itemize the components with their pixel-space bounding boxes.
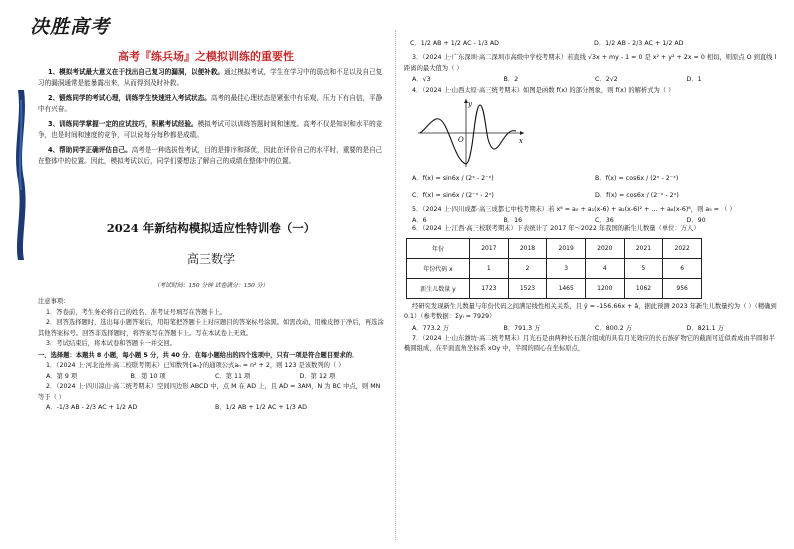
y-label: y — [468, 99, 472, 108]
exam-info: （考试时间：150 分钟 试卷满分：150 分） — [153, 283, 269, 289]
question-4-options-cd: C．f(x) = sin6x / (2⁻ˣ - 2ˣ) D．f(x) = cos6x / (2⁻ˣ - 2ˣ) — [412, 191, 679, 199]
question-6-options: A．773.2 万 B．791.3 万 C．800.2 万 D．821.1 万 — [412, 324, 724, 332]
subject-title: 高三数学 — [186, 252, 235, 266]
function-graph — [418, 97, 528, 169]
question-6-text: 经研究发现新生儿数量与年份代码之间满足线性相关关系，且 ŷ = -156.66x + â，据此预测 2023 年新生儿数量约为（ ）（精确到 0.1）（参考数据：Σyᵢ = 7929） — [404, 302, 777, 320]
question-4: 4．（2024 上·山西太原·高三统考期末）如图是函数 f(x) 的部分图象，则 f(x) 的解析式为（ ） — [412, 87, 675, 94]
question-3: 3．（2024 上·广东深圳·高二深圳市高级中学校考期末）若直线 √3x + my - 1 = 0 是 x² + y² + 2x = 0 相切，则原点 O 到直线 l 距离的最大值为（ ） — [404, 54, 777, 72]
question-5: 5．（2024 上·四川成都·高三成都七中校考期末）若 x⁶ = a₀ + a₁(x-6) + a₂(x-6)² + … + a₆(x-6)⁶，则 a₅ = （ ） — [412, 205, 736, 213]
notes-section — [38, 297, 384, 414]
x-label: x — [519, 136, 523, 145]
question-4-options-ab: A．f(x) = sin6x / (2ˣ - 2⁻ˣ) B．f(x) = cos6x / (2ˣ - 2⁻ˣ) — [412, 174, 679, 182]
intro-paragraph: 3、训练同学掌握一定的应试技巧，积累考试经验。模拟考试可以训练答题时间和速度。高考不仅是知识和水平的竞争，也是时间和速度的竞争，可以说每分每秒都是成绩。 — [38, 120, 383, 139]
question-2-options-cd: C．1/2 AB + 1/2 AC - 1/3 AD D．1/2 AB - 2/3 AC + 1/2 AD — [410, 40, 684, 47]
table-row: 新生儿数量 y 1723 1523 1465 1200 1062 956 — [407, 278, 702, 298]
column-divider — [395, 30, 396, 540]
logo-text: 决胜高考 — [30, 16, 111, 38]
note-item: 3．考试结束后，将本试卷和答题卡一并交回。 — [46, 340, 176, 347]
question-5-options: A．6 B．16 C．36 D．90 — [412, 217, 706, 224]
question-3-options: A．√3 B．2 C．2√2 D．1 — [412, 76, 702, 83]
birth-data-table — [406, 238, 702, 299]
x-arrow-icon — [520, 131, 524, 135]
headline: 高考『练兵场』之模拟训练的重要性 — [118, 50, 294, 63]
question-2: 2．（2024 上·四川凉山·高二统考期末）空间四边形 ABCD 中，点 M 在 AD 上，且 AD = 3AM，N 为 BC 中点，则 MN 等于（ ） — [38, 383, 381, 401]
question-1-options: A．第 9 项 B．第 10 项 C．第 11 项 D．第 12 项 — [46, 372, 336, 380]
question-1: 1．（2024 上·河北沧州·高二校联考期末）已知数列{aₙ}的通项公式aₙ = n² + 2，则 123 是该数列的（ ） — [46, 362, 345, 369]
table-row: 年份 2017 2018 2019 2020 2021 2022 — [407, 238, 702, 258]
intro-paragraph: 1、模拟考试最大意义在于找出自己复习的漏洞，以便补救。通过模拟考试，学生在学习中的弱点和不足以及自己复习的漏洞通常是能暴露出来，从而得到及时补救。 — [38, 68, 383, 87]
section-heading: 一、选择题：本题共 8 小题，每小题 5 分，共 40 分．在每小题给出的四个选项中，只有一项是符合题目要求的． — [38, 351, 359, 359]
intro-paragraph: 4、帮助同学正确评估自己。高考是一种选拔性考试，目的是排序和择优，因此在评价自己的水平时，重要的是自己在整体中的位置。因此，模拟考试以后，同学们要想法了解自己的成绩在整体中的位置。 — [38, 146, 383, 165]
intro-text — [38, 67, 384, 171]
right-column — [404, 38, 778, 355]
notes-title: 注意事项： — [38, 298, 70, 305]
origin-label: O — [458, 135, 464, 144]
ribbon-decoration-icon — [13, 90, 29, 260]
note-item: 2．回答选择题时，选出每小题答案后，用铅笔把答题卡上对应题目的答案标号涂黑。如需改动，用橡皮擦干净后，再选涂其他答案标号。回答非选择题时，将答案写在答题卡上。写在本试卷上无效。 — [38, 319, 384, 337]
table-row: 年份代码 x 1 2 3 4 5 6 — [407, 258, 702, 278]
function-curve — [420, 105, 516, 164]
question-6: 6．（2024 上·江西·高三校联考期末）下表统计了 2017 年～2022 年我国的新生儿数量（单位：万人） — [412, 225, 700, 232]
note-item: 1．答卷前，考生务必将自己的姓名、准考证号填写在答题卡上。 — [46, 308, 227, 316]
paper-title: 2024 年新结构模拟适应性特训卷（一） — [106, 221, 316, 235]
intro-paragraph: 2、锻炼同学的考试心理，训练学生快速进入考试状态。高考的最佳心理状态是紧张中有乐观，压力下有自信，平静中有兴奋。 — [38, 94, 383, 113]
question-7: 7．（2024 上·山东潍坊·高二统考期末）月光石是由两种长石混合组成的具有月光效应的长石族矿物它的截面可近似看成由半圆和半椭圆组成，在平面直角坐标系 xOy 中，半圆的圆心在坐标原点， — [404, 334, 775, 352]
logo — [30, 12, 122, 46]
question-2-options-ab: A．-1/3 AB - 2/3 AC + 1/2 AD B．1/2 AB + 1/2 AC + 1/3 AD — [46, 404, 307, 411]
